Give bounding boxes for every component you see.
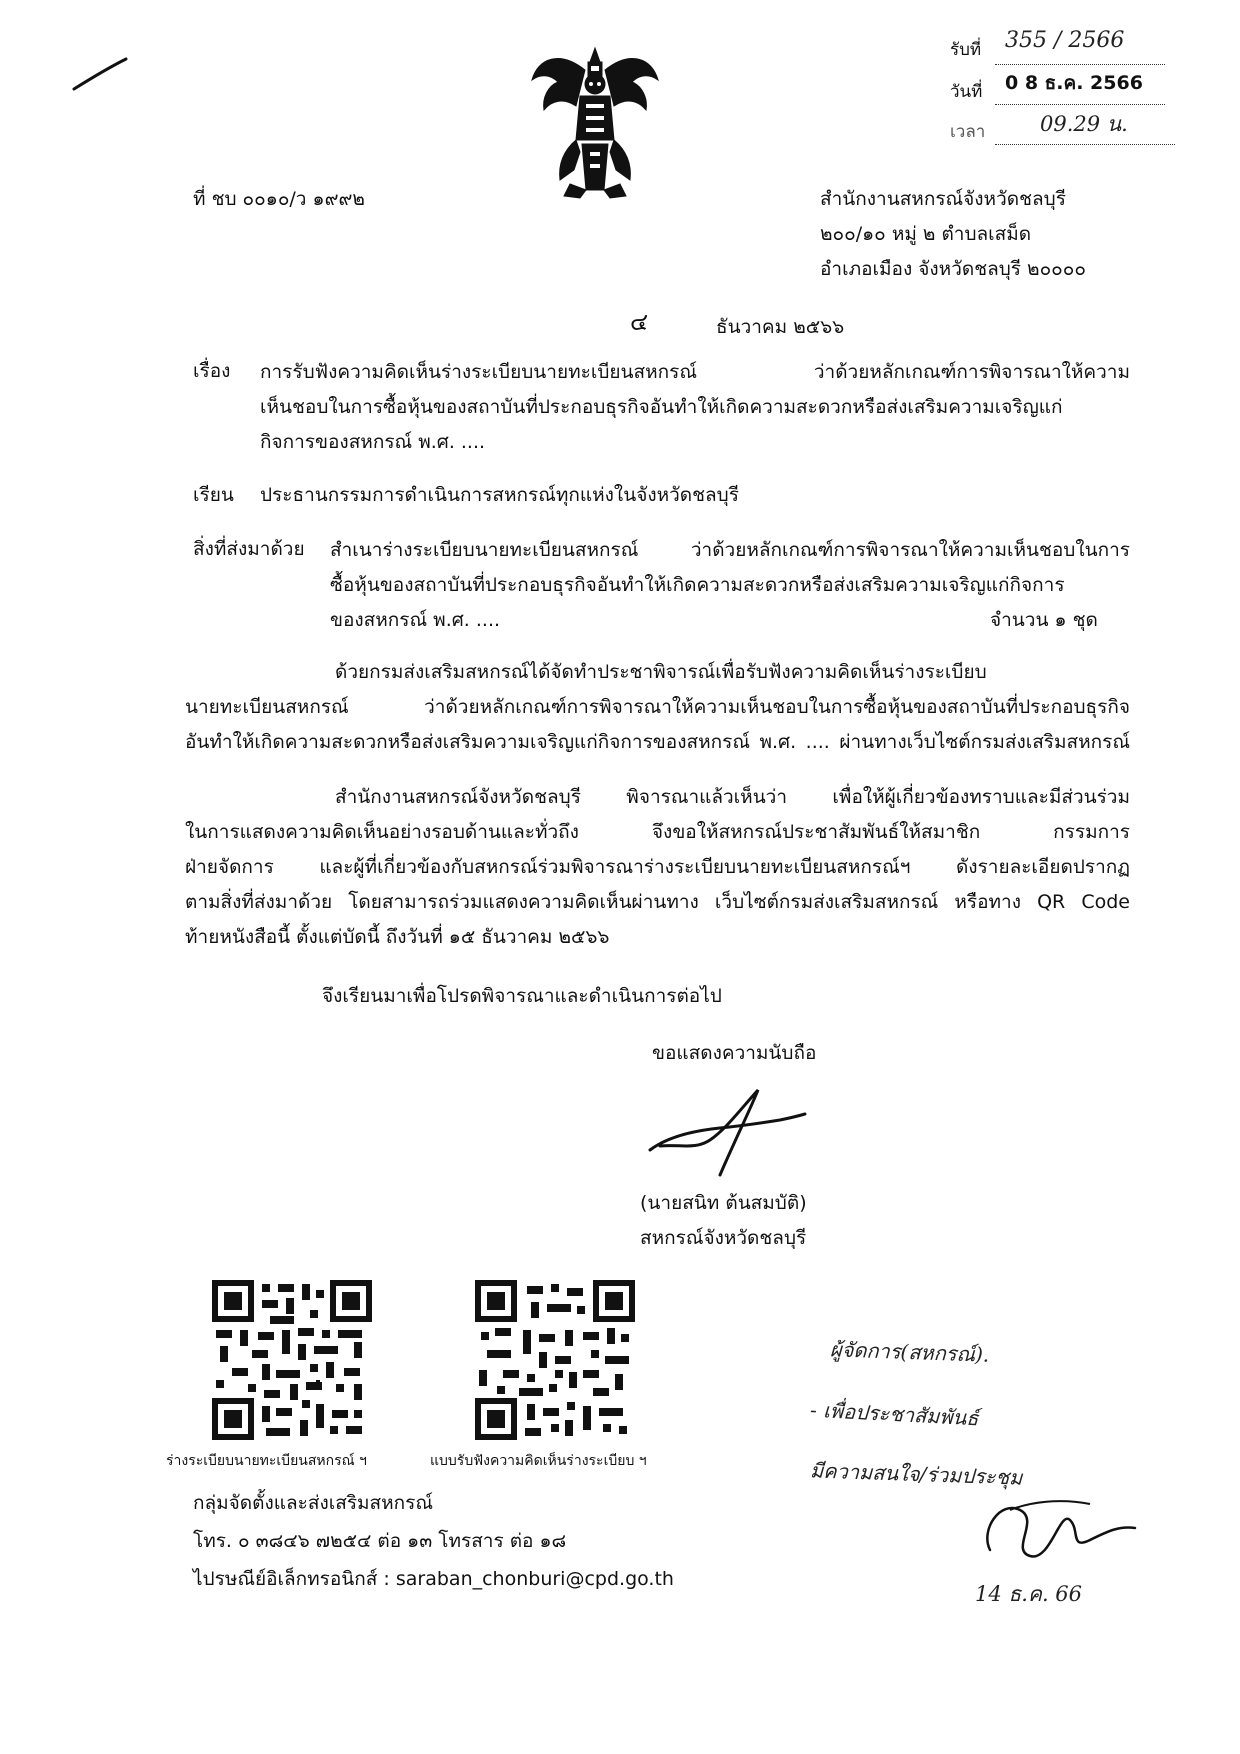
body-line: ด้วยกรมส่งเสริมสหกรณ์ได้จัดทำประชาพิจารณ์เพื่อรับฟังความคิดเห็นร่างระเบียบ bbox=[335, 661, 987, 683]
qr-code-feedback-form-icon[interactable] bbox=[475, 1280, 635, 1440]
footer-phone: โทร. ๐ ๓๘๔๖ ๗๒๕๔ ต่อ ๑๓ โทรสาร ต่อ ๑๘ bbox=[193, 1530, 567, 1552]
body-line: ตามสิ่งที่ส่งมาด้วย โดยสามารถร่วมแสดงความคิดเห็นผ่านทาง เว็บไซต์กรมส่งเสริมสหกรณ์ หรือทาง QR Code bbox=[185, 891, 1130, 913]
qr-caption-draft-regulation: ร่างระเบียบนายทะเบียนสหกรณ์ ฯ bbox=[166, 1453, 367, 1469]
receipt-stamp bbox=[950, 22, 1180, 157]
stamp-line bbox=[995, 144, 1175, 145]
date-month-year: ธันวาคม ๒๕๖๖ bbox=[716, 316, 845, 338]
body-paragraph-2 bbox=[185, 780, 1130, 955]
body-line: ฝ่ายจัดการ และผู้ที่เกี่ยวข้องกับสหกรณ์ร่วมพิจารณาร่างระเบียบนายทะเบียนสหกรณ์ฯ ดังรายละเอียดปรากฏ bbox=[185, 856, 1130, 878]
recipient-label: เรียน bbox=[193, 484, 234, 506]
address-line: อำเภอเมือง จังหวัดชลบุรี ๒๐๐๐๐ bbox=[820, 258, 1086, 280]
qr-code-draft-regulation-icon[interactable] bbox=[212, 1280, 372, 1440]
signature-icon bbox=[640, 1080, 810, 1180]
stamp-date-label: วันที่ bbox=[950, 82, 983, 102]
sender-address bbox=[820, 188, 1140, 293]
stamp-line bbox=[995, 64, 1165, 65]
closing-salutation: ขอแสดงความนับถือ bbox=[652, 1042, 817, 1064]
subject-line: การรับฟังความคิดเห็นร่างระเบียบนายทะเบียนสหกรณ์ ว่าด้วยหลักเกณฑ์การพิจารณาให้ความ bbox=[260, 361, 1130, 383]
body-line: ในการแสดงความคิดเห็นอย่างรอบด้านและทั่วถึง จึงขอให้สหกรณ์ประชาสัมพันธ์ให้สมาชิก กรรมการ bbox=[185, 821, 1130, 843]
body-paragraph-1 bbox=[185, 655, 1130, 760]
enclosure-quantity: จำนวน ๑ ชุด bbox=[990, 609, 1098, 631]
handwritten-date: 14 ธ.ค. 66 bbox=[975, 1582, 1083, 1606]
qr-caption-feedback-form: แบบรับฟังความคิดเห็นร่างระเบียบ ฯ bbox=[430, 1453, 647, 1469]
garuda-emblem-icon bbox=[520, 40, 670, 200]
subject-line: เห็นชอบในการซื้อหุ้นของสถาบันที่ประกอบธุรกิจอันทำให้เกิดความสะดวกหรือส่งเสริมความเจริญแก่ bbox=[260, 396, 1063, 418]
handwritten-note bbox=[810, 1320, 1170, 1630]
stamp-time-label: เวลา bbox=[950, 122, 986, 142]
body-line: อันทำให้เกิดความสะดวกหรือส่งเสริมความเจริญแก่กิจการของสหกรณ์ พ.ศ. .... ผ่านทางเว็บไซต์กรมส่งเสริมสหกรณ์ bbox=[185, 731, 1130, 753]
enclosure-line: ซื้อหุ้นของสถาบันที่ประกอบธุรกิจอันทำให้เกิดความสะดวกหรือส่งเสริมความเจริญแก่กิจการ bbox=[330, 574, 1065, 596]
enclosure-line: สำเนาร่างระเบียบนายทะเบียนสหกรณ์ ว่าด้วยหลักเกณฑ์การพิจารณาให้ความเห็นชอบในการ bbox=[330, 539, 1130, 561]
signer-title: สหกรณ์จังหวัดชลบุรี bbox=[640, 1227, 807, 1249]
date-day: ๔ bbox=[630, 308, 649, 336]
footer-unit: กลุ่มจัดตั้งและส่งเสริมสหกรณ์ bbox=[193, 1492, 434, 1514]
handwritten-signature-icon bbox=[970, 1490, 1140, 1570]
body-line: นายทะเบียนสหกรณ์ ว่าด้วยหลักเกณฑ์การพิจารณาให้ความเห็นชอบในการซื้อหุ้นของสถาบันที่ประกอบธุรกิจ bbox=[185, 696, 1130, 718]
stamp-line bbox=[995, 104, 1165, 105]
signer-name: (นายสนิท ต้นสมบัติ) bbox=[640, 1192, 807, 1214]
document-number: ที่ ชบ ๐๐๑๐/ว ๑๙๙๒ bbox=[193, 188, 365, 210]
handwritten-line: มีความสนใจ/ร่วมประชุม bbox=[809, 1458, 1023, 1490]
subject-text bbox=[260, 355, 1130, 460]
pen-mark-icon bbox=[70, 55, 130, 95]
stamp-received-no: 355 / 2566 bbox=[1005, 28, 1125, 53]
address-line: สำนักงานสหกรณ์จังหวัดชลบุรี bbox=[820, 188, 1066, 210]
body-line: ท้ายหนังสือนี้ ตั้งแต่บัดนี้ ถึงวันที่ ๑๕ ธันวาคม ๒๕๖๖ bbox=[185, 926, 610, 948]
recipient-text: ประธานกรรมการดำเนินการสหกรณ์ทุกแห่งในจังหวัดชลบุรี bbox=[260, 484, 739, 506]
subject-line: กิจการของสหกรณ์ พ.ศ. .... bbox=[260, 431, 486, 453]
address-line: ๒๐๐/๑๐ หมู่ ๒ ตำบลเสม็ด bbox=[820, 223, 1032, 245]
body-line: สำนักงานสหกรณ์จังหวัดชลบุรี พิจารณาแล้วเห็นว่า เพื่อให้ผู้เกี่ยวข้องทราบและมีส่วนร่วม bbox=[335, 786, 1130, 808]
subject-label: เรื่อง bbox=[193, 360, 231, 382]
stamp-time-value: 09.29 น. bbox=[1040, 112, 1128, 136]
enclosure-line: ของสหกรณ์ พ.ศ. .... bbox=[330, 609, 501, 631]
handwritten-line: ผู้จัดการ(สหกรณ์). bbox=[829, 1337, 990, 1367]
stamp-received-label: รับที่ bbox=[950, 40, 982, 60]
closing-request: จึงเรียนมาเพื่อโปรดพิจารณาและดำเนินการต่อไป bbox=[322, 985, 722, 1007]
handwritten-line: - เพื่อประชาสัมพันธ์ bbox=[809, 1397, 980, 1431]
footer-email: ไปรษณีย์อิเล็กทรอนิกส์ : saraban_chonburi@cpd.go.th bbox=[193, 1568, 674, 1590]
enclosure-label: สิ่งที่ส่งมาด้วย bbox=[193, 538, 305, 560]
stamp-date-value: 0 8 ธ.ค. 2566 bbox=[1005, 72, 1143, 94]
